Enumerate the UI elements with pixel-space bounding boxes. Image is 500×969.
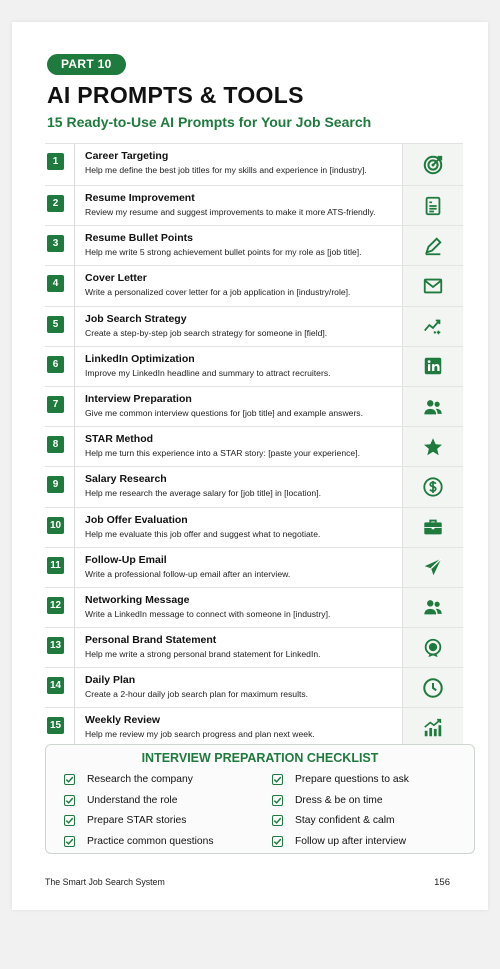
footer-book-title: The Smart Job Search System [45,877,165,887]
prompt-title: LinkedIn Optimization [85,352,195,365]
prompt-row [45,226,463,266]
checklist-item-label: Dress & be on time [295,794,383,806]
prompt-card [74,347,401,386]
prompt-icon-cell [402,144,463,185]
prompt-icon-cell [402,628,463,667]
prompt-icon-cell [402,668,463,707]
prompt-icon-cell [402,266,463,305]
prompt-row [45,548,463,588]
prompt-number: 12 [47,597,64,614]
growth-chart-icon [422,717,444,739]
checklist-item [64,831,213,852]
checklist-item [272,769,409,790]
prompt-number: 8 [47,436,64,453]
interview-checklist [45,744,475,854]
prompt-icon-cell [402,467,463,506]
prompt-icon-cell [402,186,463,225]
checklist-item-label: Stay confident & calm [295,815,395,827]
prompt-card [74,467,401,506]
checklist-item [64,769,213,790]
prompt-row [45,387,463,427]
prompt-text: Help me research the average salary for [job title] in [location]. [85,488,321,499]
book-page [12,22,488,910]
clock-icon [422,677,444,699]
pen-icon [422,235,444,257]
prompt-icon-cell [402,307,463,346]
badge-icon [422,637,444,659]
checklist-item [272,790,409,811]
prompt-number: 10 [47,517,64,534]
prompt-text: Help me write 5 strong achievement bullet points for my role as [job title]. [85,247,362,258]
prompt-icon-cell [402,347,463,386]
prompt-icon-cell [402,427,463,466]
prompt-number: 15 [47,717,64,734]
prompt-row [45,508,463,548]
page-subtitle: 15 Ready-to-Use AI Prompts for Your Job Search [47,114,372,130]
prompt-list [45,143,463,749]
prompt-title: Resume Improvement [85,192,195,204]
prompt-row [45,266,463,306]
checklist-item-label: Practice common questions [87,836,214,848]
prompt-card [74,708,401,747]
envelope-icon [422,275,444,297]
prompt-icon-cell [402,548,463,587]
prompt-number: 5 [47,316,64,333]
prompt-row [45,143,463,186]
checklist-item-label: Follow up after interview [295,836,407,848]
linkedin-icon [422,355,444,377]
prompt-text: Create a step-by-step job search strategy for someone in [field]. [85,327,328,338]
prompt-title: Interview Preparation [85,392,192,405]
prompt-title: Weekly Review [85,714,161,727]
checkbox-checked-icon [272,774,283,785]
prompt-number: 6 [47,356,64,373]
prompt-title: Job Search Strategy [85,312,187,325]
prompt-text: Help me review my job search progress and plan next week. [85,729,315,740]
checklist-title: INTERVIEW PREPARATION CHECKLIST [141,751,379,765]
prompt-number: 11 [47,557,64,574]
prompt-card [74,548,401,587]
prompt-card [74,226,401,265]
prompt-title: Job Offer Evaluation [85,513,188,526]
prompt-text: Help me define the best job titles for my skills and experience in [industry]. [85,165,367,175]
prompt-title: Follow-Up Email [85,553,167,566]
page-title: AI PROMPTS & TOOLS [47,82,304,108]
strategy-icon [422,315,444,337]
prompt-row [45,668,463,708]
prompt-number: 2 [47,195,64,212]
prompt-text: Create a 2-hour daily job search plan for maximum results. [85,689,309,700]
checklist-column-left [64,769,213,852]
prompt-card [74,186,401,225]
people-icon [422,396,444,418]
prompt-number: 13 [47,637,64,654]
prompt-text: Write a LinkedIn message to connect with someone in [industry]. [85,608,331,619]
prompt-text: Help me write a strong personal brand statement for LinkedIn. [85,649,321,660]
network-icon [422,596,444,618]
prompt-icon-cell [402,508,463,547]
prompt-text: Write a professional follow-up email after an interview. [85,568,291,579]
prompt-title: Personal Brand Statement [85,634,217,647]
prompt-row [45,467,463,507]
prompt-card [74,387,401,426]
checklist-item-label: Research the company [87,773,193,785]
prompt-title: Salary Research [85,473,167,486]
prompt-number: 9 [47,476,64,493]
prompt-title: Networking Message [85,593,190,606]
checkbox-checked-icon [64,836,75,847]
prompt-number: 7 [47,396,64,413]
prompt-number: 14 [47,677,64,694]
prompt-title: Cover Letter [85,272,147,285]
footer-page-number: 156 [434,877,450,888]
prompt-text: Write a personalized cover letter for a job application in [industry/role]. [85,287,351,298]
checkbox-checked-icon [64,815,75,826]
prompt-row [45,307,463,347]
prompt-icon-cell [402,588,463,627]
prompt-number: 4 [47,275,64,292]
prompt-text: Help me evaluate this job offer and suggest what to negotiate. [85,528,321,539]
prompt-card [74,628,401,667]
document-icon [422,195,444,217]
prompt-card [74,508,401,547]
prompt-title: Daily Plan [85,674,136,687]
checklist-item [64,790,213,811]
prompt-card [74,266,401,305]
prompt-row [45,628,463,668]
prompt-card [74,144,401,185]
prompt-title: Career Targeting [85,150,169,162]
checklist-item [272,831,409,852]
checkbox-checked-icon [64,795,75,806]
target-icon [422,154,444,176]
checkbox-checked-icon [272,836,283,847]
prompt-icon-cell [402,226,463,265]
briefcase-icon [422,516,444,538]
checklist-item [272,811,409,832]
checklist-column-right [272,769,409,852]
prompt-row [45,708,463,748]
checkbox-checked-icon [272,795,283,806]
prompt-icon-cell [402,708,463,747]
dollar-icon [422,476,444,498]
prompt-card [74,588,401,627]
star-icon [422,436,444,458]
checklist-item-label: Prepare questions to ask [295,773,409,785]
prompt-card [74,668,401,707]
prompt-row [45,186,463,226]
prompt-icon-cell [402,387,463,426]
prompt-text: Give me common interview questions for [job title] and example answers. [85,407,363,418]
prompt-text: Review my resume and suggest improvements to make it more ATS-friendly. [85,207,376,217]
prompt-number: 1 [47,153,64,170]
prompt-card [74,307,401,346]
checkbox-checked-icon [272,815,283,826]
checklist-item-label: Prepare STAR stories [87,815,187,827]
prompt-title: Resume Bullet Points [85,232,193,245]
prompt-text: Help me turn this experience into a STAR story: [paste your experience]. [85,448,360,459]
prompt-number: 3 [47,235,64,252]
checklist-item [64,811,213,832]
checklist-item-label: Understand the role [87,794,178,806]
prompt-row [45,588,463,628]
send-icon [422,556,444,578]
prompt-title: STAR Method [85,433,154,446]
checkbox-checked-icon [64,774,75,785]
prompt-text: Improve my LinkedIn headline and summary to attract recruiters. [85,367,331,378]
prompt-row [45,427,463,467]
prompt-card [74,427,401,466]
prompt-row [45,347,463,387]
part-badge: PART 10 [47,54,126,75]
